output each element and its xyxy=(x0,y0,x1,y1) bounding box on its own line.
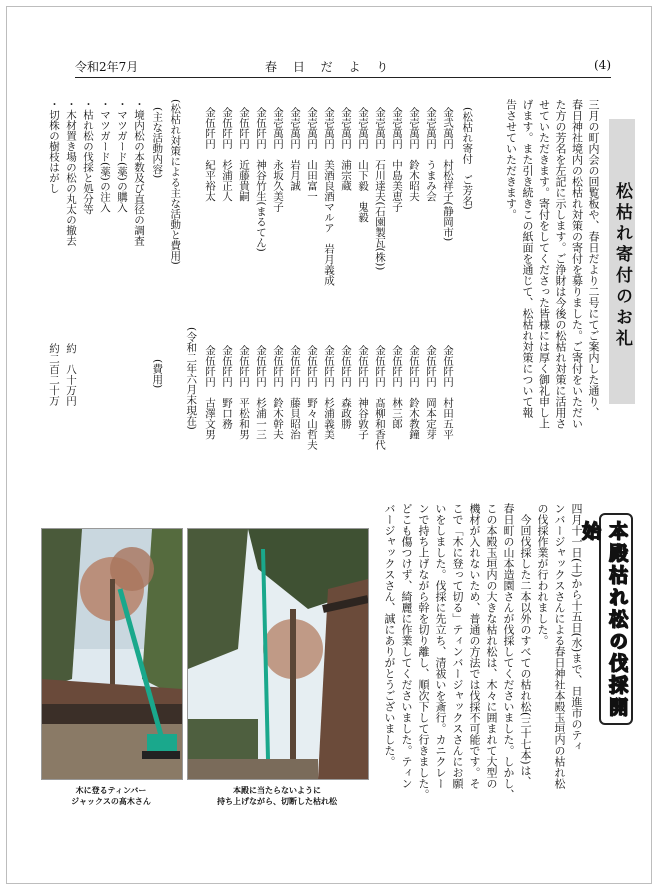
article2-body-line: ンで持ち上げながら幹を切り離し、順次下して行きました。 xyxy=(417,503,430,800)
donor-entry: 金壱萬円 山田富一 xyxy=(306,107,318,202)
article2-body-line: ンバージャックスさんによる春日神社本殿玉垣内の枯れ松 xyxy=(553,503,566,789)
activities-subheading: (主な活動内容) xyxy=(151,107,164,179)
article2-title-text: 本殿枯れ松の伐採開始 xyxy=(579,521,628,719)
donor-entry: 金伍阡円 林三郎 xyxy=(391,345,403,429)
newsletter-title: 春 日 だ よ り xyxy=(265,60,395,74)
page-header xyxy=(75,55,611,78)
donor-entry: 金壱萬円 鈴木昭夫 xyxy=(408,107,420,202)
article1-body-line: 三月の町内会の回覧板や、春日だより二号にてご案内した通り、 xyxy=(587,99,600,418)
photo1-caption-line1: 木に登るティンバー xyxy=(75,786,147,795)
article2-body-line: 四月十一日(土)から十五日(水)まで、日進市のティ xyxy=(570,503,583,752)
article2-body-line: どこも傷つけず、綺麗に作業してくださいました。ティン xyxy=(400,503,413,789)
article2-body-line: バージャックスさん、誠にありがとうございました。 xyxy=(383,503,396,767)
donor-entry: 金伍阡円 森政勝 xyxy=(340,345,352,429)
photo1-caption-line2: ジャックスの髙木さん xyxy=(71,797,151,806)
article2-body-line: こで「木に登って切る」ティンバージャックスさんにお願 xyxy=(451,503,464,789)
as-of-note: (令和二年六月末現在) xyxy=(185,327,198,430)
donor-entry: 金伍阡円 平松和男 xyxy=(238,345,250,440)
article1-title-text: 松枯れ寄付のお礼 xyxy=(612,181,632,350)
photo-cut-pine xyxy=(187,528,369,780)
article2-body-line: 機材が入れないため、普通の方法では伐採不可能です。そ xyxy=(468,503,481,789)
donor-entry: 金伍阡円 野々山哲夫 xyxy=(306,345,318,450)
donor-entry: 金壱萬円 中島美恵子 xyxy=(391,107,403,212)
donor-entry: 金伍阡円 野口務 xyxy=(221,345,233,429)
photo2-caption-line2: 持ち上げながら、切断した枯れ松 xyxy=(217,797,337,806)
activity-item: ・枯れ松の伐採と処分等 xyxy=(82,99,94,215)
costs-list xyxy=(45,343,79,463)
donor-entry: 金壱萬円 美酒良酒マルア 岩月義成 xyxy=(323,107,335,286)
photo-tree-climber-image xyxy=(42,529,182,779)
donor-entry: 金伍阡円 藤貝昭治 xyxy=(289,345,301,440)
donor-entry: 金伍阡円 鈴木幹夫 xyxy=(272,345,284,440)
photo1-caption xyxy=(41,785,181,807)
donor-entry: 金弐萬円 村松祥子(静岡市) xyxy=(442,107,454,242)
newsletter-page xyxy=(6,6,652,884)
activity-item: ・木材置き場の松の丸太の撤去 xyxy=(65,99,77,246)
donor-entry: 金伍阡円 髙柳和香代 xyxy=(374,345,386,450)
cost-item: 約二百二十万 xyxy=(48,343,60,406)
donor-entry: 金壱萬円 岩月誠 xyxy=(289,107,301,191)
activities-heading: (松枯れ対策による主な活動と費用) xyxy=(169,99,182,265)
photo-cut-pine-image xyxy=(188,529,368,779)
donor-entry: 金壱萬円 永坂久美子 xyxy=(272,107,284,212)
donor-entry: 金伍阡円 杉浦正人 xyxy=(221,107,233,202)
donor-entry: 金伍阡円 村田五平 xyxy=(442,345,454,440)
page-number: (4) xyxy=(594,58,611,72)
donor-entry: 金伍阡円 杉浦一三 xyxy=(255,345,267,440)
activity-item: ・境内松の本数及び直径の調査 xyxy=(133,99,145,246)
issue-date: 令和2年7月 xyxy=(75,60,139,74)
cost-label: (費用) xyxy=(151,359,164,389)
donor-entry: 金伍阡円 神谷敦子 xyxy=(357,345,369,440)
donor-entry: 金伍阡円 古澤文男 xyxy=(204,345,216,440)
article2-body-line: の伐採作業が行われました。 xyxy=(536,503,549,646)
cost-item: 約 八十万円 xyxy=(65,343,77,406)
article1-body-line: せていただきます。寄付をしてくださった皆様には厚く御礼申し上 xyxy=(537,99,551,429)
donor-entry: 金壱萬円 浦宗蔵 xyxy=(340,107,352,191)
article1-body-line: げます。また引き続きこの紙面を通じて、松枯れ対策について報 xyxy=(521,99,534,418)
article1-body xyxy=(502,99,601,429)
donor-entry: 金伍阡円 岡本定芽 xyxy=(425,345,437,440)
article2-title xyxy=(579,513,633,725)
photo-tree-climber xyxy=(41,528,183,780)
donor-entry: 金伍阡円 紀平裕太 xyxy=(204,107,216,202)
donor-entry: 金壱萬円 うまみ会 xyxy=(425,107,437,202)
donor-entry: 金壱萬円 石川達夫(石園製瓦(株)) xyxy=(374,107,386,271)
photo2-caption-line1: 本殿に当たらないように xyxy=(233,786,321,795)
donors-heading: (松枯れ寄付 ご芳名) xyxy=(461,107,474,210)
donor-entry: 金伍阡円 神谷竹生(まるてん) xyxy=(255,107,267,252)
activity-item: ・マツガード(薬)の購入 xyxy=(116,99,128,213)
donors-list-lower xyxy=(201,345,456,485)
article2-body-line: いをしました。伐採に先立ち、清祓いを斎行。カニクレー xyxy=(434,503,447,789)
donor-entry: 金伍阡円 鈴木教鐘 xyxy=(408,345,420,440)
article2-body-line: この本殿玉垣内の大きな枯れ松は、木々に囲まれて大型の xyxy=(485,503,498,789)
donor-entry: 金伍阡円 杉浦義美 xyxy=(323,345,335,440)
article1-body-line: 告させていただきます。 xyxy=(504,99,518,220)
article1-body-line: た方の芳名を左記に示します。ご浄財は今後の松枯れ対策に活用さ xyxy=(554,99,567,429)
donors-list-upper xyxy=(201,107,456,332)
donor-entry: 金壱萬円 山下毅 鬼毅 xyxy=(357,107,369,223)
article2-body xyxy=(381,503,585,803)
activity-item: ・切株の樹枝はがし xyxy=(48,99,60,194)
article1-title xyxy=(609,119,635,404)
activities-list xyxy=(45,99,147,309)
photo2-caption xyxy=(187,785,367,807)
donor-entry: 金伍阡円 近藤貴嗣 xyxy=(238,107,250,202)
article2-body-line: 春日町の山本造園さんが伐採してくださいました。しかし、 xyxy=(502,503,515,800)
article1-body-line: 春日神社境内の松枯れ対策の寄付を募りました。ご寄付をいただい xyxy=(570,99,584,429)
activity-item: ・マツガード(薬)の注入 xyxy=(99,99,111,213)
article2-body-line: 今回伐採した二本以外のすべての枯れ松(三十七本)は、 xyxy=(519,503,532,787)
